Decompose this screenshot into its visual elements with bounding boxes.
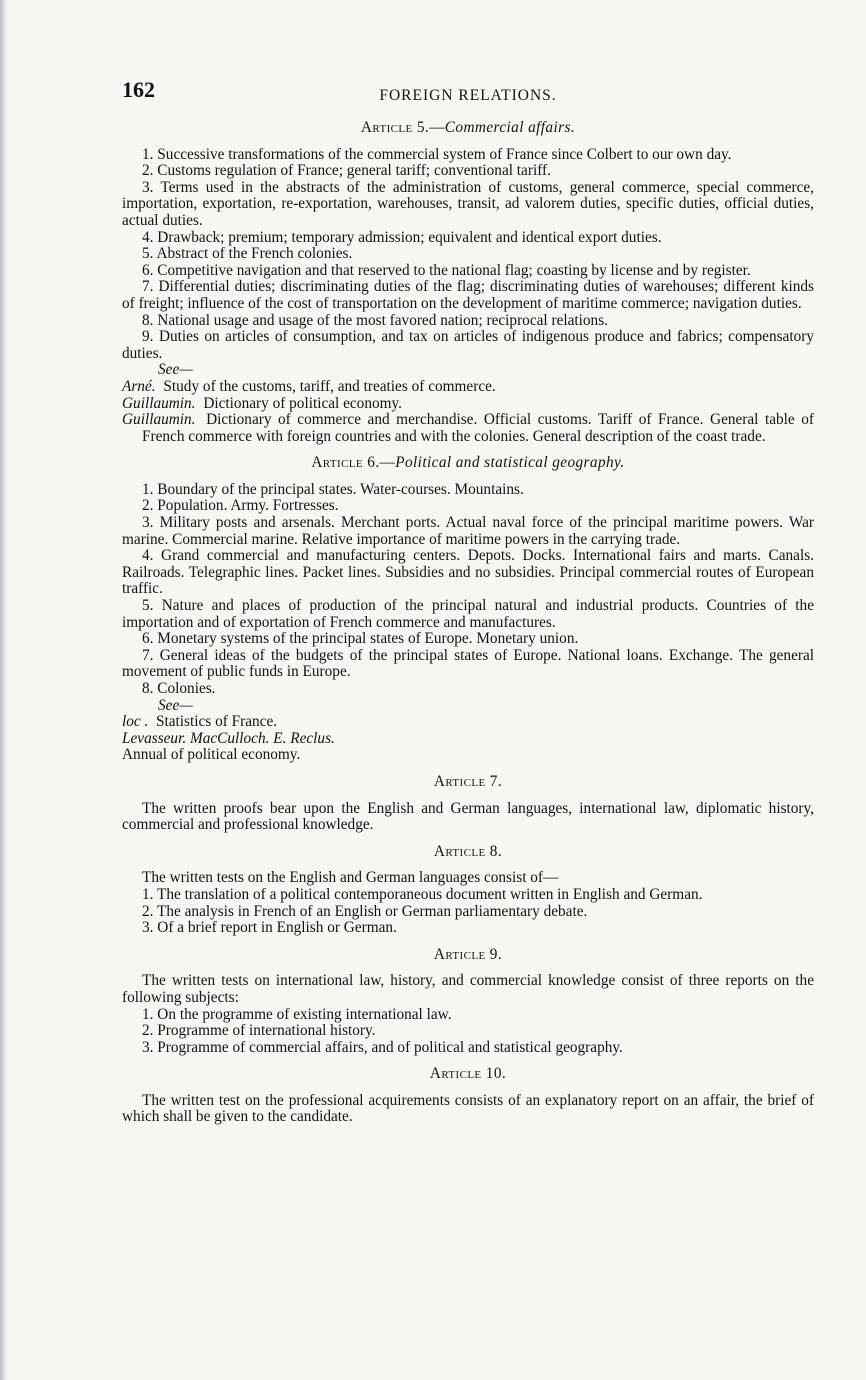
reference-authors: Levasseur. MacCulloch. E. Reclus. — [122, 729, 335, 747]
page-number: 162 — [122, 77, 155, 102]
article-6-item: 3. Military posts and arsenals. Merchant ports. Actual naval force of the principal maritime powers. War marine. Commercial marine. Relative importance of maritime powers in the carrying trade. — [122, 514, 814, 548]
article-7-heading: Article 7. — [433, 772, 503, 790]
running-title: FOREIGN RELATIONS. — [379, 87, 557, 104]
article-5-reference — [122, 379, 814, 396]
article-8-item: 1. The translation of a political contemporaneous document written in English and German. — [142, 885, 703, 903]
page-header — [122, 77, 814, 110]
article-10-heading: Article 10. — [429, 1065, 507, 1083]
article-6-item: 8. Colonies. — [142, 680, 216, 697]
reference-title: Dictionary of political economy. — [203, 394, 403, 412]
article-6-item: 6. Monetary systems of the principal states of Europe. Monetary union. — [142, 630, 579, 648]
reference-title: Study of the customs, tariff, and treaties of commerce. — [163, 377, 496, 395]
article-5-see: See— — [158, 361, 193, 379]
article-8-intro: The written tests on the English and German languages consist of— — [142, 869, 559, 887]
article-9-item: 1. On the programme of existing international law. — [142, 1005, 452, 1023]
article-9-item: 3. Programme of commercial affairs, and of political and statistical geography. — [142, 1038, 623, 1056]
article-9-item: 2. Programme of international history. — [142, 1022, 376, 1040]
reference-author: loc . — [122, 713, 149, 731]
article-6-subject: Political and statistical geography. — [395, 454, 625, 472]
article-10-text: The written test on the professional acquirements consists of an explanatory report on an affair, the brief of which shall be given to the candidate. — [122, 1091, 814, 1126]
article-6-item: 5. Nature and places of production of the principal natural and industrial products. Countries of the importation and of exportation of French commerce and manufactures. — [122, 597, 814, 631]
reference-author: Guillaumin. — [122, 394, 196, 412]
article-6-see: See— — [158, 696, 193, 714]
article-6-item: 1. Boundary of the principal states. Water-courses. Mountains. — [142, 480, 524, 498]
article-5-item: 4. Drawback; premium; temporary admission; equivalent and identical export duties. — [142, 228, 662, 246]
article-5-item: 1. Successive transformations of the commercial system of France since Colbert to our own day. — [142, 145, 732, 163]
article-6-reference: Annual of political economy. — [122, 746, 301, 764]
article-8-heading: Article 8. — [433, 842, 503, 860]
article-5-item: 2. Customs regulation of France; general tariff; conventional tariff. — [142, 162, 551, 180]
article-5-heading — [122, 120, 814, 137]
article-5-item: 7. Differential duties; discriminating duties of the flag; discriminating duties of warehouses; different kinds of freight; influence of the cost of transportation on the development of maritime commerce; navigation duties. — [122, 278, 814, 312]
document-page — [122, 77, 814, 1126]
article-5-item: 8. National usage and usage of the most favored nation; reciprocal relations. — [142, 311, 608, 329]
reference-title: Statistics of France. — [156, 713, 278, 731]
page-edge-shadow — [0, 0, 8, 1380]
article-5-subject: Commercial affairs. — [444, 119, 576, 136]
article-6-item: 7. General ideas of the budgets of the principal states of Europe. National loans. Exchange. The general movement of public funds in Europe. — [122, 646, 814, 681]
reference-author: Guillaumin. — [122, 411, 196, 429]
article-5-item: 3. Terms used in the abstracts of the administration of customs, general commerce, special commerce, importation, exportation, re-exportation, warehouses, transit, ad valorem duties, specific duties, official duties, actual duties. — [122, 178, 814, 229]
article-6-heading — [122, 455, 814, 472]
article-5-reference — [122, 396, 814, 413]
article-6-label: Article 6.— — [311, 454, 396, 472]
article-6-reference — [122, 714, 814, 731]
reference-author: Arné. — [122, 377, 156, 395]
article-5-item: 9. Duties on articles of consumption, and tax on articles of indigenous produce and fabrics; compensatory duties. — [122, 328, 814, 362]
article-5-item: 5. Abstract of the French colonies. — [142, 245, 353, 263]
article-5-item: 6. Competitive navigation and that reserved to the national flag; coasting by license and by register. — [142, 261, 751, 279]
article-8-item: 3. Of a brief report in English or German. — [142, 919, 397, 937]
article-6-item: 2. Population. Army. Fortresses. — [142, 497, 339, 515]
article-8-item: 2. The analysis in French of an English or German parliamentary debate. — [142, 902, 588, 920]
reference-title: Dictionary of commerce and merchandise. Official customs. Tariff of France. General table of French commerce with foreign countries and with the colonies. General description of the coast trade. — [142, 411, 814, 445]
article-6-item: 4. Grand commercial and manufacturing centers. Depots. Docks. International fairs and marts. Canals. Railroads. Telegraphic lines. Packet lines. Subsidies and no subsidies. Principal commercial routes of European traffic. — [122, 547, 814, 598]
article-7-text: The written proofs bear upon the English and German languages, international law, diplomatic history, commercial and professional knowledge. — [122, 799, 814, 834]
article-5-reference — [122, 412, 814, 445]
article-5-label: Article 5.— — [360, 119, 445, 136]
article-9-heading: Article 9. — [433, 945, 503, 963]
article-6-reference — [122, 731, 814, 748]
article-9-intro: The written tests on international law, history, and commercial knowledge consist of three reports on the following subjects: — [122, 972, 814, 1006]
